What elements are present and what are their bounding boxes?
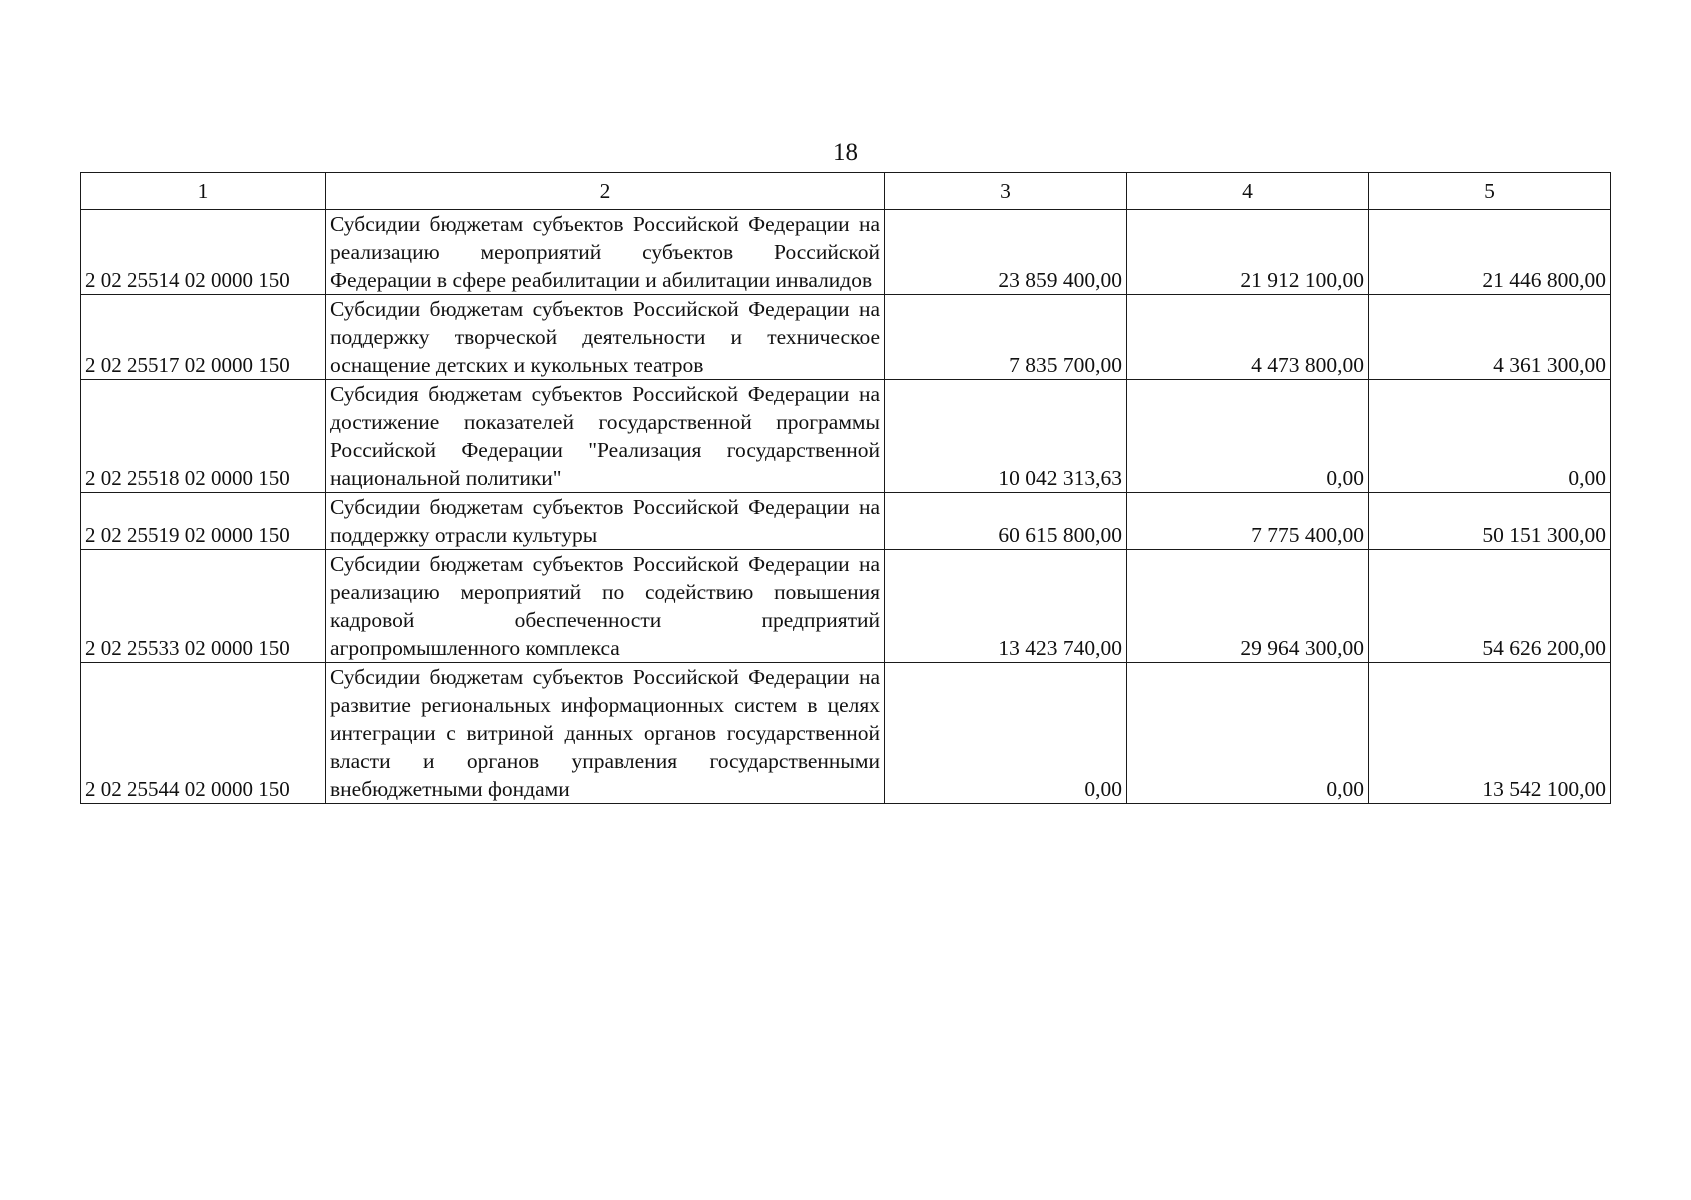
row-code: 2 02 25533 02 0000 150	[81, 550, 326, 663]
row-value-col5: 50 151 300,00	[1369, 493, 1611, 550]
row-value-col4: 0,00	[1127, 380, 1369, 493]
row-value-col3: 23 859 400,00	[885, 210, 1127, 295]
row-code: 2 02 25518 02 0000 150	[81, 380, 326, 493]
row-value-col4: 7 775 400,00	[1127, 493, 1369, 550]
row-code: 2 02 25544 02 0000 150	[81, 663, 326, 804]
header-row	[81, 173, 1611, 210]
row-value-col5: 0,00	[1369, 380, 1611, 493]
row-value-col3: 10 042 313,63	[885, 380, 1127, 493]
row-value-col3: 7 835 700,00	[885, 295, 1127, 380]
table-row	[81, 550, 1611, 663]
row-description: Субсидии бюджетам субъектов Российской Федерации на реализацию мероприятий по содействию повышения кадровой обеспеченности предприятий агропромышленного комплекса	[326, 550, 885, 663]
row-code: 2 02 25519 02 0000 150	[81, 493, 326, 550]
row-code: 2 02 25517 02 0000 150	[81, 295, 326, 380]
row-value-col4: 4 473 800,00	[1127, 295, 1369, 380]
table-row	[81, 493, 1611, 550]
table-row	[81, 380, 1611, 493]
header-col-5: 5	[1369, 173, 1611, 210]
header-col-3: 3	[885, 173, 1127, 210]
header-col-1: 1	[81, 173, 326, 210]
budget-table	[80, 172, 1611, 804]
row-value-col3: 0,00	[885, 663, 1127, 804]
row-value-col5: 13 542 100,00	[1369, 663, 1611, 804]
row-description: Субсидия бюджетам субъектов Российской Федерации на достижение показателей государственной программы Российской Федерации "Реализация государственной национальной политики"	[326, 380, 885, 493]
table-row	[81, 210, 1611, 295]
row-value-col3: 13 423 740,00	[885, 550, 1127, 663]
row-value-col3: 60 615 800,00	[885, 493, 1127, 550]
row-description: Субсидии бюджетам субъектов Российской Федерации на развитие региональных информационных систем в целях интеграции с витриной данных органов государственной власти и органов управления государственными внебюджетными фондами	[326, 663, 885, 804]
row-value-col4: 21 912 100,00	[1127, 210, 1369, 295]
row-value-col5: 21 446 800,00	[1369, 210, 1611, 295]
row-code: 2 02 25514 02 0000 150	[81, 210, 326, 295]
page-number: 18	[833, 139, 858, 166]
row-description: Субсидии бюджетам субъектов Российской Федерации на реализацию мероприятий субъектов Российской Федерации в сфере реабилитации и абилитации инвалидов	[326, 210, 885, 295]
header-col-2: 2	[326, 173, 885, 210]
row-value-col5: 54 626 200,00	[1369, 550, 1611, 663]
row-description: Субсидии бюджетам субъектов Российской Федерации на поддержку творческой деятельности и техническое оснащение детских и кукольных театров	[326, 295, 885, 380]
table-row	[81, 663, 1611, 804]
row-value-col4: 0,00	[1127, 663, 1369, 804]
header-col-4: 4	[1127, 173, 1369, 210]
row-value-col5: 4 361 300,00	[1369, 295, 1611, 380]
table-row	[81, 295, 1611, 380]
row-description: Субсидии бюджетам субъектов Российской Федерации на поддержку отрасли культуры	[326, 493, 885, 550]
row-value-col4: 29 964 300,00	[1127, 550, 1369, 663]
